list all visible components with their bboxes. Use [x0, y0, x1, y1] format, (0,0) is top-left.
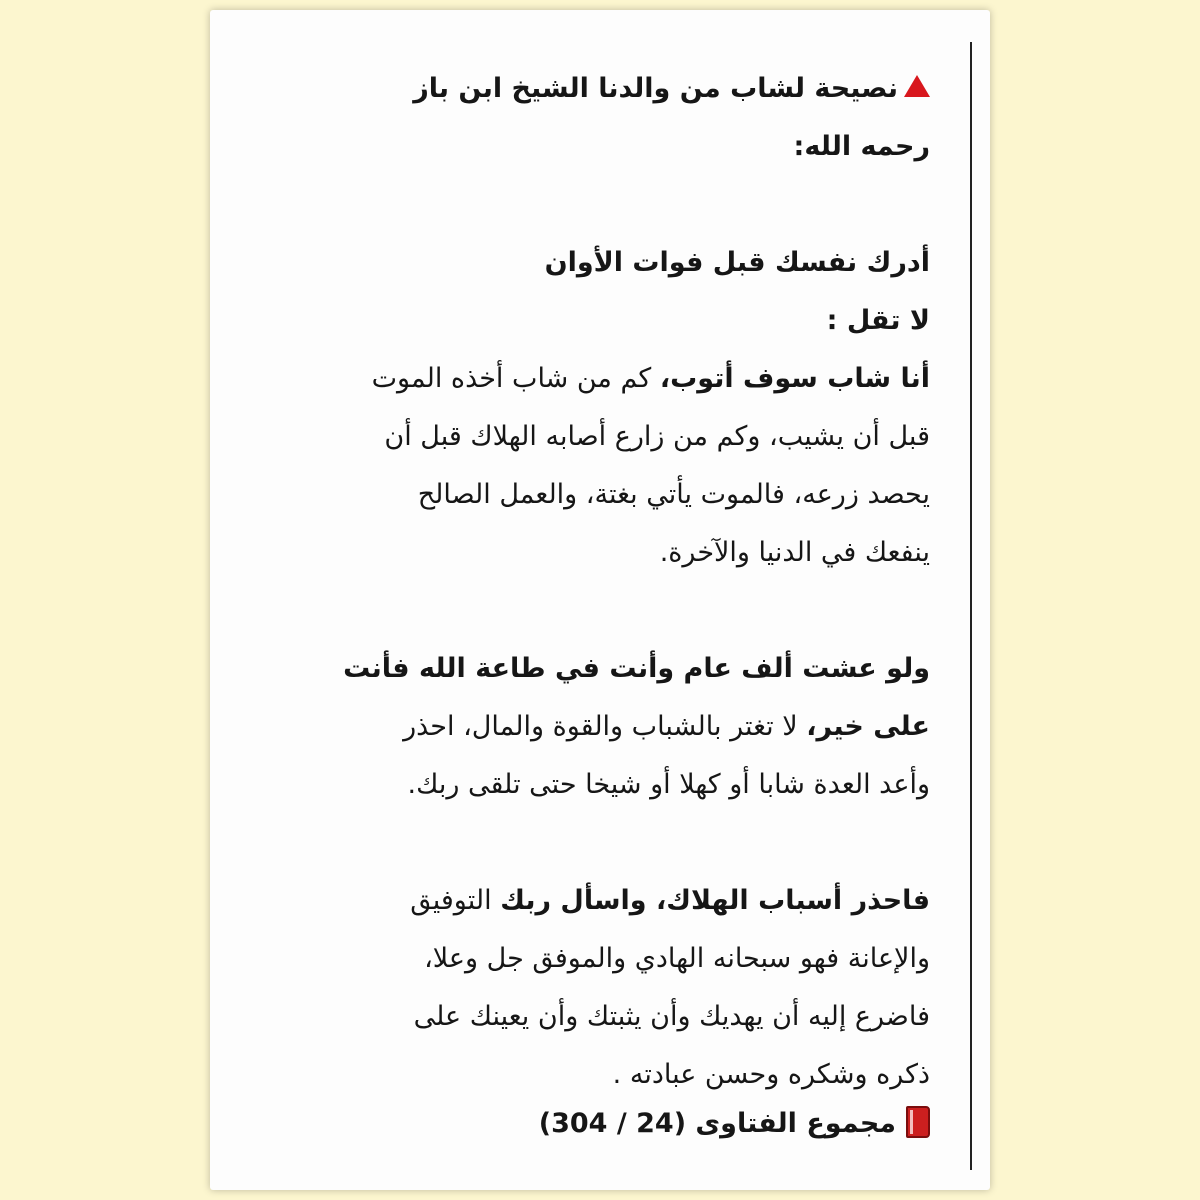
- section2-line-2: على خير، لا تغتر بالشباب والقوة والمال، احذر: [403, 711, 930, 742]
- section1-heading: أدرك نفسك قبل فوات الأوان: [544, 247, 930, 278]
- source-citation: [300, 1106, 930, 1139]
- section1-subheading: لا تقل :: [826, 305, 930, 336]
- section1-line-3: يحصد زرعه، فالموت يأتي بغتة، والعمل الصالح: [417, 479, 930, 510]
- document-card: [210, 10, 990, 1190]
- source-text: مجموع الفتاوى (24 / 304): [538, 1108, 896, 1139]
- section1-line-1: أنا شاب سوف أتوب، كم من شاب أخذه الموت: [371, 363, 930, 394]
- red-triangle-icon: [904, 75, 930, 97]
- section3-line-2: والإعانة فهو سبحانه الهادي والموفق جل وعلا،: [424, 943, 930, 974]
- section2-line-1: ولو عشت ألف عام وأنت في طاعة الله فأنت: [343, 653, 930, 684]
- section1-line-4: ينفعك في الدنيا والآخرة.: [659, 537, 930, 568]
- section1-bold-phrase: أنا شاب سوف أتوب،: [659, 363, 930, 394]
- section3-line-4: ذكره وشكره وحسن عبادته .: [612, 1059, 930, 1090]
- vertical-rule: [970, 42, 972, 1170]
- spacer: [300, 176, 930, 234]
- spacer: [300, 814, 930, 872]
- section1-line-2: قبل أن يشيب، وكم من زارع أصابه الهلاك قبل أن: [384, 421, 930, 452]
- red-book-icon: [906, 1106, 930, 1138]
- section3-line-3: فاضرع إليه أن يهديك وأن يثبتك وأن يعينك على: [413, 1001, 930, 1032]
- section3-line-1: فاحذر أسباب الهلاك، واسأل ربك التوفيق: [410, 885, 930, 916]
- section2-line-3: وأعد العدة شابا أو كهلا أو شيخا حتى تلقى ربك.: [407, 769, 930, 800]
- advice-text: [300, 60, 930, 1104]
- title-line-2: رحمه الله:: [793, 131, 930, 162]
- title-line-1: نصيحة لشاب من والدنا الشيخ ابن باز: [300, 60, 930, 118]
- spacer: [300, 582, 930, 640]
